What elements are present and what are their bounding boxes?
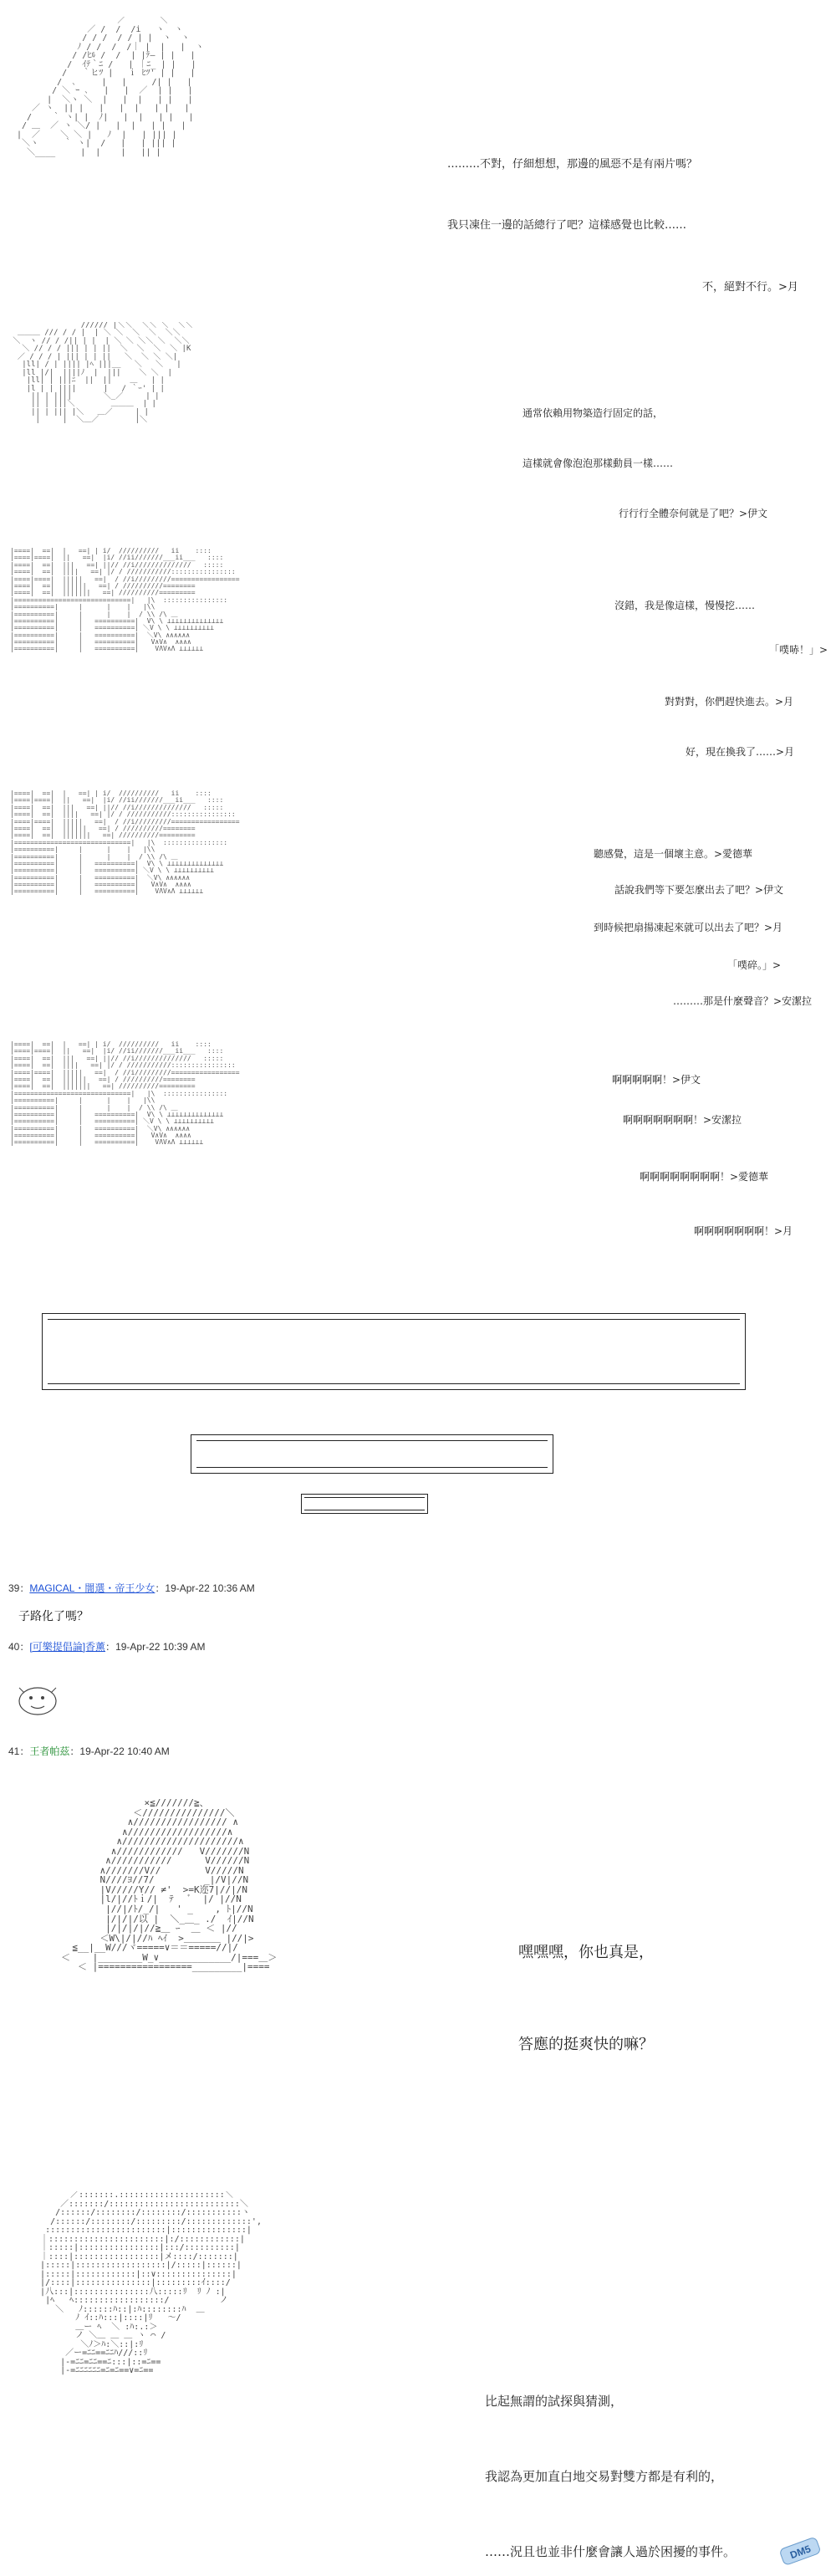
post-author-link[interactable]: MAGICAL・闇選・帝王少女 xyxy=(29,1582,155,1594)
panel2-line-2: 這樣就會像泡泡那樣動員一樣…… xyxy=(522,457,674,469)
panel1-line-1: ………不對，仔細想想，那邊的風惡不是有兩片嗎？ xyxy=(447,158,698,171)
post-header-40: 40：[可樂提倡論]香薰：19-Apr-22 10:39 AM xyxy=(8,1641,206,1653)
frame-box-large xyxy=(42,1313,746,1390)
post41-line-1: 嘿嘿嘿，你也真是， xyxy=(518,1944,654,1961)
post41-line-2: 答應的挺爽快的嘛？ xyxy=(518,2036,654,2053)
ascii-art-scene-4: |====| ==| | ==| | i/ ////////// ii :::: |====|====| || ==| |i/ //ii///////___ii___ :::: |====| ==| ||| ==| ||// //i////////////// ::::: |====| ==| |||| ==| |/ / ///////////:::::::::::::::: |====|====| ||||| ==| / //i/////////================= |====| ==| |||||| ==| / //////////======== |====| ==| ||||||| ==| //////////========= |=============================| |\ :::::::::::::::: |==========| | | | |\\ |==========| | | | / \\ /\ ＿ |==========| | ==========| V\ \ ⊥⊥⊥⊥⊥⊥⊥⊥⊥⊥⊥⊥⊥⊥ |==========| | ==========| ＼V \ \ ⊥⊥⊥⊥⊥⊥⊥⊥⊥⊥ |==========| | ==========| ＼V\ ∧∧∧∧∧∧ |==========| | ==========| V∧V∧ ∧∧∧∧ |==========| | ==========| VΛV∧Λ ⊥⊥⊥⊥⊥⊥ xyxy=(10,790,240,896)
post41-line-3: 比起無謂的試探與猜測， xyxy=(485,2394,624,2409)
ascii-art-character-6: ×≦///////≧、 ＜///////////////＼ ∧///////////////// ∧ ∧//////////////////∧ ∧/////////////////////∧ ∧//////////// V///////N ∧/////////// V//////N ∧///////V// V/////N N////ﾖ//7/ _|/V|//N |V/////Y// ≠' >=K迩7|//|/N |l/|//ﾄｉ/| ﾃ ﾞ |/ |//N |//|/ﾄ/_/| ' _ , ﾄ|//N |/|/|/以 | ＼_＿_ ./ ｲ|//N |/|/|/|//≧＿ ｰ ＿ ＜ |// ＜W\|/|//ﾊ ﾍｲ >＿＿＿＿ |//|> ≦__|__W///ヾ=====∨＝＝=====//|/ ＜ |________W_∨_____________/|===＿＞ ＜ |=================_________|==== xyxy=(61,1798,278,1973)
panel4-line-4: 「噗碎。」> xyxy=(727,959,782,971)
ascii-art-character-7: ／:::::::.:::::::::::::::::::::＼ ／:::::::/::::::::::::::::::::::::::＼ /::::::/::::::::/::::::::/:::::::::::ヽ /::::::/::::::::/:::::::::/:::::::::::::', ::::::::::::::::::::::::|:::::::::::::::| ｜:::::::::::::::::::::::|:/::::::::::::| ｜:::::|::::::::::::::::|:::/::::::::::| ｜::::|:::::::::::::::::|メ::::/:::::::| |:::::|::::::::::::::::::|/:::::|::::::| |:::::|::::::::::::|::∨:::::::::::::::| |/::::|:::::::::::::::|:::::::::ｲ::::/ |八:::|:::::::::::::::八:::::ﾘ ﾘ ﾉ :| |ﾍ ﾍ::::::::::::::::::/ ノ ＼ ﾉ::::::ﾊ::|:ﾊ::::::::ﾊ ＿ ﾉ ｲ::ﾊ:::|::::|ﾘ ～/ ＿ー ﾍ ＼ :ﾊ:.:＞ ノ ＼＿ ＿ ＿ ヽ ⌒ / ＼ﾉ＞ﾊ:＼::|:ﾘ ／ー=ﾆﾆ==ﾆﾆﾊ///::ﾘ |-=ﾆﾆ=ﾆﾆ==ﾆ:::|::=ﾆ== |-=ﾆﾆﾆﾆﾆﾆ=ﾆ=ﾆ==∨=ﾆ== xyxy=(40,2191,262,2375)
panel2-line-3: 行行行全體奈何就是了吧？>伊文 xyxy=(619,508,768,519)
panel2-line-1: 通常依賴用物築造行固定的話， xyxy=(522,407,664,419)
panel3-line-1: 沒錯，我是像這樣，慢慢挖…… xyxy=(614,600,756,611)
post-author-link[interactable]: [可樂提倡論]香薰 xyxy=(29,1641,106,1653)
ascii-art-scene-3: |====| ==| | ==| | i/ ////////// ii :::: |====|====| || ==| |i/ //ii///////___ii___ :::: |====| ==| ||| ==| ||// //i////////////// ::::: |====| ==| |||| ==| |/ / ///////////:::::::::::::::: |====|====| ||||| ==| / //i/////////================= |====| ==| |||||| ==| / //////////======== |====| ==| ||||||| ==| //////////========= |=============================| |\ :::::::::::::::: |==========| | | | |\\ |==========| | | | / \\ /\ ＿ |==========| | ==========| V\ \ ⊥⊥⊥⊥⊥⊥⊥⊥⊥⊥⊥⊥⊥⊥ |==========| | ==========| ＼V \ \ ⊥⊥⊥⊥⊥⊥⊥⊥⊥⊥ |==========| | ==========| ＼V\ ∧∧∧∧∧∧ |==========| | ==========| V∧V∧ ∧∧∧∧ |==========| | ==========| VΛV∧Λ ⊥⊥⊥⊥⊥⊥ xyxy=(10,548,240,653)
ascii-art-scene-5: |====| ==| | ==| | i/ ////////// ii :::: |====|====| || ==| |i/ //ii///////___ii___ :::: |====| ==| ||| ==| ||// //i////////////// ::::: |====| ==| |||| ==| |/ / ///////////:::::::::::::::: |====|====| ||||| ==| / //i/////////================= |====| ==| |||||| ==| / //////////======== |====| ==| ||||||| ==| //////////========= |=============================| |\ :::::::::::::::: |==========| | | | |\\ |==========| | | | / \\ /\ ＿ |==========| | ==========| V\ \ ⊥⊥⊥⊥⊥⊥⊥⊥⊥⊥⊥⊥⊥⊥ |==========| | ==========| ＼V \ \ ⊥⊥⊥⊥⊥⊥⊥⊥⊥⊥ |==========| | ==========| ＼V\ ∧∧∧∧∧∧ |==========| | ==========| V∧V∧ ∧∧∧∧ |==========| | ==========| VΛV∧Λ ⊥⊥⊥⊥⊥⊥ xyxy=(10,1041,240,1147)
post41-line-4: 我認為更加直白地交易對雙方都是有利的， xyxy=(485,2469,724,2484)
post-author-link[interactable]: 王者帕茲 xyxy=(29,1745,70,1757)
panel4-line-3: 到時候把扇揚凍起來就可以出去了吧？>月 xyxy=(594,922,783,933)
site-watermark-logo xyxy=(776,2534,826,2568)
frame-box-small xyxy=(301,1494,428,1514)
panel1-line-3: 不，絕對不行。>月 xyxy=(702,281,798,294)
panel4-line-5: ………那是什麼聲音？>安潔拉 xyxy=(673,995,813,1007)
watermark-text: DM5 xyxy=(788,2543,813,2562)
sticker-face-icon xyxy=(13,1681,63,1721)
post-header-41: 41：王者帕茲：19-Apr-22 10:40 AM xyxy=(8,1745,170,1757)
panel5-line-2: 啊啊啊啊啊啊啊！>安潔拉 xyxy=(623,1114,742,1126)
panel3-line-2: 「噗哧！」> xyxy=(769,644,828,656)
panel4-line-1: 聽感覺，這是一個壞主意。>愛德華 xyxy=(594,848,753,860)
post41-line-5: ……況且也並非什麼會讓人過於困擾的事件。 xyxy=(485,2544,737,2559)
panel4-line-2: 話說我們等下要怎麼出去了吧？>伊文 xyxy=(614,884,784,896)
panel3-line-4: 好，現在換我了……>月 xyxy=(686,746,795,758)
ascii-art-character-2: ////// |＼＼ ＼＼ ＼ ＼＼ ＿＿＿ /// / / | | ＼ ＼ ＼ ＼ ＼＼ ＼ ヽ // / /|| | | | ＼ ＼ ＼＼ ＼ ＼＼ ＼ // / / ||| | | || ＼ ＼ ＼ ＼ |K ／ / / / | ||| | | || ＼ ＼ ＼ ＼| |ll| / | |||| |ﾍ |||__ ＼ ＼ | |ll |/| ||||ﾉ | ||| ＼ ＼ | |ll| | |||ﾆ || || ＿ | | |l | | |||| | / ｀ｰ' | | || | |||| ＼_／ | | || | |||＼ ＿＿＿ | | || | ||| |＼ ＿／ | | | | ＼＿／ |＼ xyxy=(13,322,193,425)
panel5-line-4: 啊啊啊啊啊啊啊！>月 xyxy=(694,1225,793,1237)
panel5-line-1: 啊啊啊啊啊！>伊文 xyxy=(612,1074,701,1086)
post-header-39: 39：MAGICAL・闇選・帝王少女：19-Apr-22 10:36 AM xyxy=(8,1582,255,1594)
panel5-line-3: 啊啊啊啊啊啊啊啊！>愛德華 xyxy=(640,1171,769,1183)
frame-box-medium xyxy=(191,1434,553,1474)
ascii-art-character-1: ／￣￣￣￣＼ ／ / / /i ヽ ヽ / / / / / | | ヽ ヽ ﾉ / / / /｜ | | | ヽ / /ﾋﾙ / / | |ﾃ― | | | / ｲﾃ｀ﾆ / | ｜ﾆ_ | | | / ｀ヒﾂ | ｉ ﾋﾂ' | | | / ､ | | /| | | / ＼ ｰ ､ | | ／ | | | | ＼ヽ ＼ | | | | | | ／ ヽ || | | | | | | | / ｀ ヽ| | ﾉ| | | | | | / ＿ ／ ヽ ＼/ | | | | | | | ／ ＼ ＼ | ﾉ | | ||| | ＼ヽ ｀ ヽ| / | | ||| | ＼____ | | | || | xyxy=(17,17,204,157)
panel1-line-2: 我只凍住一邊的話總行了吧？這樣感覺也比較…… xyxy=(447,219,687,232)
post-body-39: 子路化了嗎？ xyxy=(18,1609,89,1623)
panel3-line-3: 對對對，你們趕快進去。>月 xyxy=(665,696,794,708)
